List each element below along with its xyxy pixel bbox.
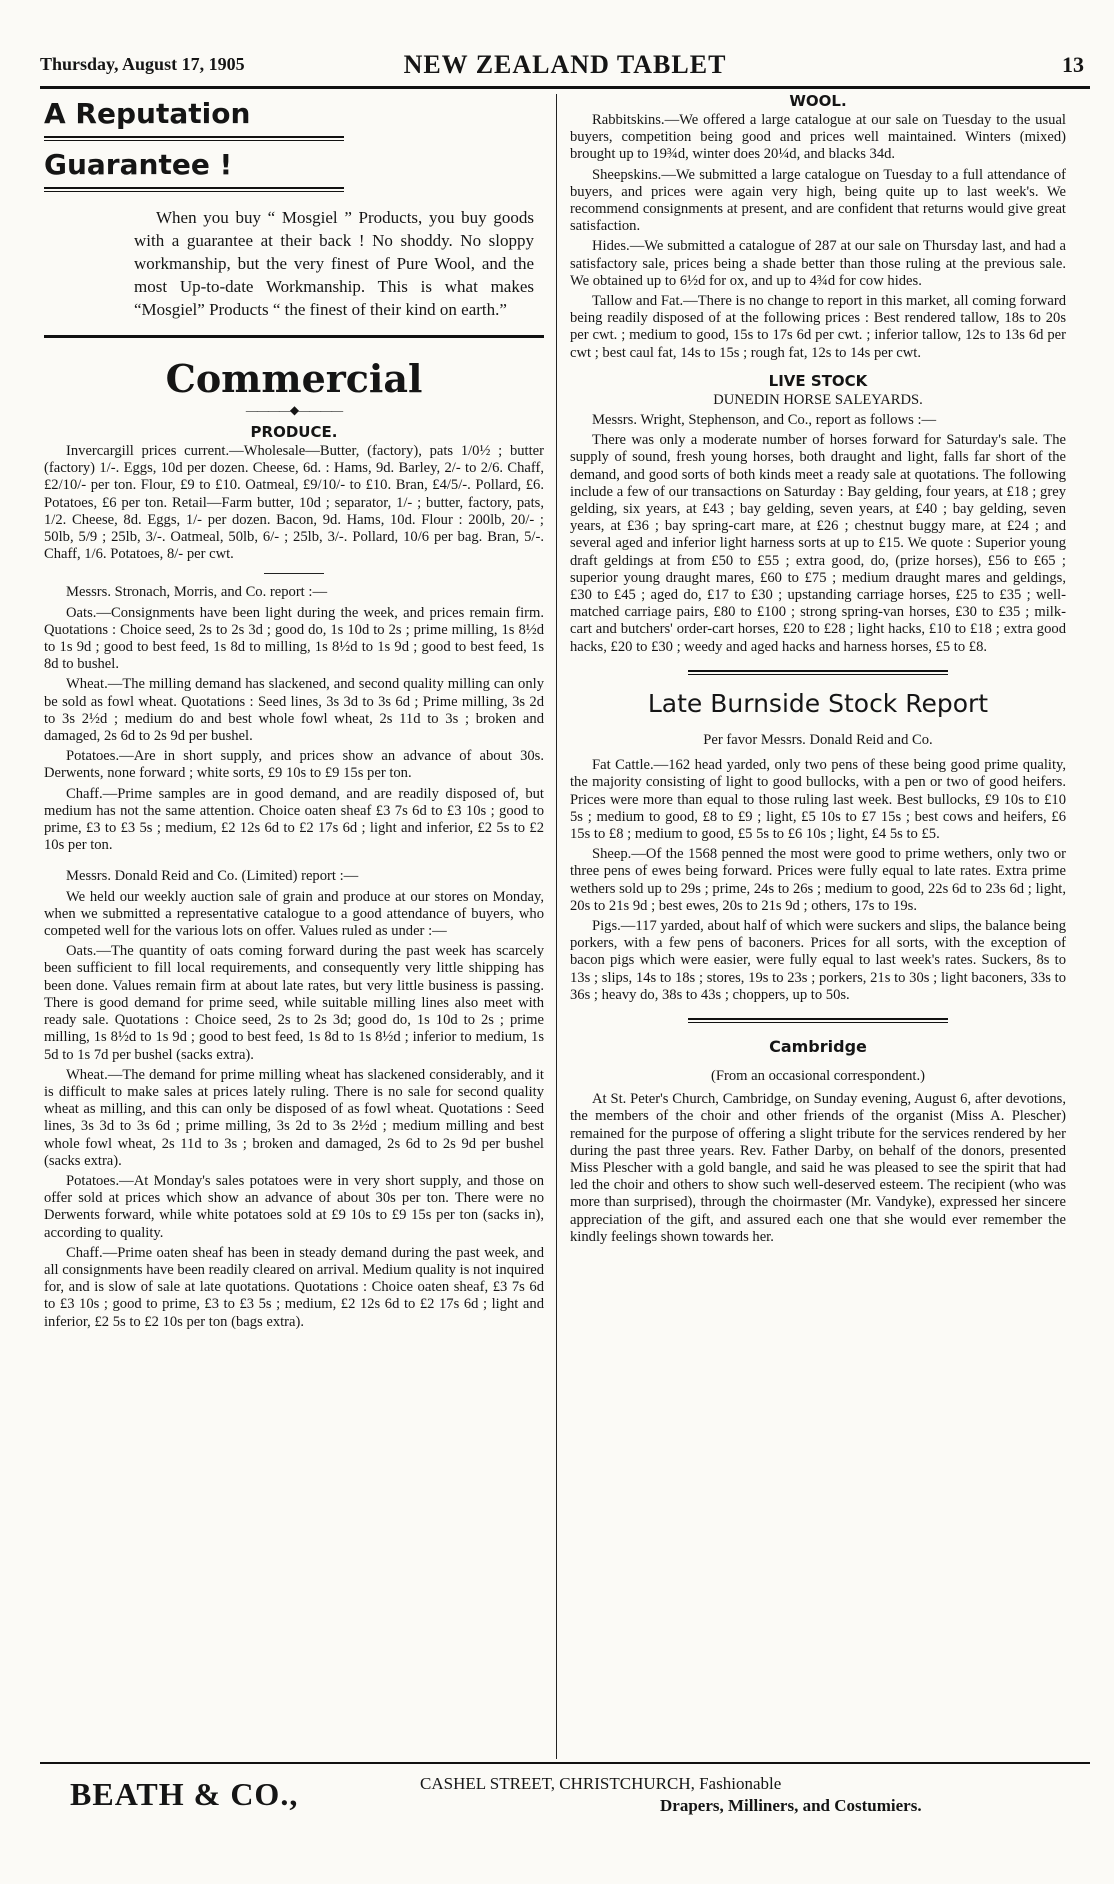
reid-potatoes: Potatoes.—At Monday's sales potatoes were in very short supply, and those on offer sold at prices which show an advance of about 30s per ton. There were no Derwents forward, while white potatoes sold at £9 10s to £9 15s per ton (sacks in), according to quality. <box>44 1172 544 1241</box>
produce-heading: PRODUCE. <box>250 423 338 441</box>
ad-rule <box>44 187 344 192</box>
reid-chaff: Chaff.—Prime oaten sheaf has been in steady demand during the past week, and all consignments have been readily cleared on arrival. Medium quality is not inquired for, and is slow of sale at late quotations. Quotations : Choice oaten sheaf, £3 7s 6d to £3 10s ; good to prime, £3 to £3 5s ; medium, £2 12s 6d to £2 17s 6d ; light and inferior, £2 5s to £2 10s per ton (bags extra). <box>44 1244 544 1330</box>
left-column <box>44 92 544 1334</box>
beath-address-line1: CASHEL STREET, CHRISTCHURCH, Fashionable <box>420 1774 782 1793</box>
ad-title-reputation: A Reputation <box>44 97 251 130</box>
wool-tallow: Tallow and Fat.—There is no change to report in this market, all coming forward being readily disposed of at the following prices : Best rendered tallow, 18s to 20s per cwt. ; medium to good, 15s to 17s 6d per cwt. ; inferior tallow, 12s to 13s 6d per cwt ; best caul fat, 14s to 15s ; rough fat, 12s to 14s per cwt. <box>570 293 1066 361</box>
burnside-subheading: Per favor Messrs. Donald Reid and Co. <box>703 731 933 748</box>
wool-heading: WOOL. <box>789 92 847 110</box>
beath-brand: BEATH & CO., <box>70 1776 299 1812</box>
newspaper-title: NEW ZEALAND TABLET <box>403 50 727 79</box>
burnside-section <box>570 689 1066 1004</box>
burnside-cattle: Fat Cattle.—162 head yarded, only two pens of these being good prime quality, the majority consisting of light to good bullocks, with a pen or two of good heifers. Prices were more than equal to those ruling last week. Best bullocks, £9 10s to £10 5s ; medium to good, £8 to £9 ; light, £5 10s to £7 15s ; best cows and heifers, £6 15s to £8 ; medium to good, £5 5s to £6 10s ; light, £4 5s to £5. <box>570 757 1066 842</box>
short-rule <box>264 573 324 574</box>
section-rule <box>688 670 948 675</box>
right-column <box>570 92 1066 1249</box>
beath-address-line2: Drapers, Milliners, and Costumiers. <box>660 1796 922 1815</box>
stronach-heading: Messrs. Stronach, Morris, and Co. report :— <box>66 584 328 601</box>
invercargill-prices: Invercargill prices current.—Wholesale—Butter, (factory), pats 1/0½ ; butter (factory) 1/-. Eggs, 10d per dozen. Cheese, 6d. : Hams, 9d. Barley, 2/- to 2/6. Chaff, £2/10/- per ton. Flour, £9 to £10. Oatmeal, £9/10/- to £10. Bran, £4/5/-. Pollard, £6. Potatoes, £6 per ton. Retail—Farm butter, 10d ; separator, 1/- ; butter, factory, pats, 1/2. Cheese, 8d. Eggs, 1/- per dozen. Bacon, 9d. Hams, 10d. Flour : 200lb, 20/- ; 50lb, 5/9 ; 25lb, 3/-. Oatmeal, 50lb, 6/- ; 25lb, 3/-. Pollard, 10/6 per bag. Bran, 5/-. Chaff, 1/6. Potatoes, 8/- per cwt. <box>44 443 544 563</box>
cambridge-subheading: (From an occasional correspondent.) <box>711 1067 925 1084</box>
reid-oats: Oats.—The quantity of oats coming forward during the past week has scarcely been sufficient to fill local requirements, and consequently very little shipping has been done. Values remain firm at about late rates, but very little business is passing. There is good demand for prime seed, while suitable milling lines also meet with ready sale. Quotations : Choice seed, 2s to 2s 3d; good do, 1s 10d to 2s ; prime milling, 1s 8½d to 1s 9d ; good to best feed, 1s 8d to 1s 8½d ; inferior to medium, 1s 5d to 1s 7d per bushel (sacks extra). <box>44 943 544 1063</box>
cambridge-body: At St. Peter's Church, Cambridge, on Sunday evening, August 6, after devotions, the members of the choir and other friends of the organist (Miss A. Plescher) remained for the purpose of offering a slight tribute for the services rendered by her during the past three years. Rev. Father Darby, on behalf of the donors, presented Miss Plescher with a gold bangle, and said he was pleased to see the spirit that had led the choir and others to show such well-deserved esteem. The recipient (who was more than surprised), through the choirmaster (Mr. Vandyke), expressed her sincere appreciation of the gift, and assured each one that she would ever remember the kindly feelings shown towards her. <box>570 1091 1066 1245</box>
ad-body <box>134 206 534 321</box>
page-number: 13 <box>1062 52 1084 77</box>
reid-wheat: Wheat.—The demand for prime milling wheat has slackened considerably, and it is difficult to make sales at prices lately ruling. There is no sale for second quality wheat as milling, and this can only be disposed of as fowl wheat. Quotations : Seed lines, 3s 3d to 3s 6d ; prime milling, 3s 2d to 3s 2½d ; medium milling and best whole fowl wheat, 2s 11d to 3s ; broken and damaged, 2s 6d to 2s 9d per bushel (sacks extra). <box>44 1066 544 1169</box>
burnside-heading: Late Burnside Stock Report <box>647 688 989 718</box>
mosgiel-advertisement <box>44 96 544 338</box>
commercial-section <box>44 356 544 1331</box>
saleyards-heading: DUNEDIN HORSE SALEYARDS. <box>713 391 923 408</box>
footer-rule <box>40 1762 1090 1764</box>
cambridge-heading: Cambridge <box>769 1036 867 1056</box>
section-rule <box>688 1018 948 1023</box>
section-rule <box>44 335 544 338</box>
stronach-chaff: Chaff.—Prime samples are in good demand, and are readily disposed of, but medium has not the same attention. Choice oaten sheaf £3 7s 6d to £3 10s ; good to prime, £3 to £3 5s ; medium, £2 12s 6d to £2 17s 6d ; light and inferior, £2 5s to £2 10s per ton. <box>44 785 544 854</box>
wool-hides: Hides.—We submitted a catalogue of 287 at our sale on Thursday last, and had a satisfactory sale, prices being a shade better than those ruling at the previous sale. We obtained up to 6½d for ox, and up to 4¾d for cow hides. <box>570 238 1066 289</box>
ad-title-guarantee: Guarantee ! <box>44 148 233 181</box>
livestock-heading: LIVE STOCK <box>768 371 868 390</box>
livestock-section <box>570 372 1066 656</box>
stronach-potatoes: Potatoes.—Are in short supply, and prices show an advance of about 30s. Derwents, none forward ; white sorts, £9 10s to £9 15s per ton. <box>44 748 544 782</box>
issue-date: Thursday, August 17, 1905 <box>40 54 245 74</box>
reid-intro: We held our weekly auction sale of grain and produce at our stores on Monday, when we submitted a representative catalogue to a good attendance of buyers, who competed well for the various lots on offer. Values ruled as under :— <box>44 888 544 940</box>
beath-advertisement <box>60 1772 1080 1832</box>
wool-rabbitskins: Rabbitskins.—We offered a large catalogue at our sale on Tuesday to the usual buyers, competition being good and prices well maintained. Winters (mixed) brought up to 19¾d, winter does 20¼d, and blacks 34d. <box>570 112 1066 163</box>
reid-heading: Messrs. Donald Reid and Co. (Limited) report :— <box>66 868 359 885</box>
stronach-wheat: Wheat.—The milling demand has slackened, and second quality milling can only be sold as fowl wheat. Quotations : Seed lines, 3s 3d to 3s 6d ; Prime milling, 3s 2d to 3s 2½d ; medium do and best whole fowl wheat, 2s 11d to 3s ; broken and damaged, 2s 6d to 2s 9d per bushel. <box>44 676 544 745</box>
commercial-heading: Commercial <box>165 356 423 401</box>
livestock-intro: Messrs. Wright, Stephenson, and Co., report as follows :— <box>592 412 937 429</box>
ad-body-text: When you buy “ Mosgiel ” Products, you buy goods with a guarantee at their back ! No shoddy. No sloppy workmanship, but the very finest of Pure Wool, and the most Up-to-date Workmanship. This is what makes “Mosgiel” Products “ the finest of their kind on earth.” <box>134 208 534 319</box>
burnside-pigs: Pigs.—117 yarded, about half of which were suckers and slips, the balance being porkers, with a few pens of baconers. Prices for all sorts, with the exception of bacon pigs which were easier, were fully equal to last week's rates. Suckers, 8s to 13s ; slips, 14s to 18s ; stores, 19s to 23s ; porkers, 21s to 30s ; light baconers, 33s to 36s ; heavy do, 38s to 43s ; choppers, up to 50s. <box>570 917 1066 1003</box>
livestock-report: There was only a moderate number of horses forward for Saturday's sale. The supply of sound, fresh young horses, both draught and light, falls far short of the demand, and good sorts of both kinds meet a ready sale at quotations. The following include a few of our transactions on Saturday : Bay gelding, four years, at £18 ; grey gelding, six years, at £43 ; bay gelding, seven years, at £40 ; bay gelding, seven years, at £36 ; bay spring-cart mare, at £26 ; chestnut buggy mare, at £24 ; and several aged and inferior light harness sorts at up to £15. We quote : Superior young draft geldings at from £50 to £55 ; extra good, do, (prize horses), £56 to £65 ; superior young draught mares, £60 to £75 ; medium draught mares and geldings, £30 to £45 ; aged do, £17 to £30 ; upstanding carriage horses, £25 to £35 ; well-matched carriage pairs, £80 to £100 ; strong spring-van horses, £30 to £35 ; milk-cart and butchers' order-cart horses, £20 to £28 ; light hacks, £10 to £18 ; extra good hacks, £20 to £30 ; weedy and aged hacks and harness horses, £5 to £8. <box>570 432 1066 655</box>
column-divider <box>556 94 557 1759</box>
masthead <box>40 50 1090 89</box>
ad-rule <box>44 136 344 141</box>
wool-section <box>570 92 1066 362</box>
diamond-ornament: ————◆———— <box>245 403 343 417</box>
stronach-oats: Oats.—Consignments have been light during the week, and prices remain firm. Quotations : Choice seed, 2s to 2s 3d ; good do, 1s 10d to 2s ; prime milling, 1s 8½d to 1s 9d ; good to best feed, 1s 8d to milling, 1s 8½d to 1s 9d ; good to best feed, 1s 8d to bushel. <box>44 604 544 673</box>
burnside-sheep: Sheep.—Of the 1568 penned the most were good to prime wethers, only two or three pens of ewes being forward. Prices were fully equal to late rates. Extra prime wethers sold up to 29s ; prime, 24s to 26s ; medium to good, 22s 6d to 23s 6d ; light, 20s to 21s 9d ; best ewes, 20s to 21s 9d ; others, 17s to 19s. <box>570 846 1066 914</box>
wool-sheepskins: Sheepskins.—We submitted a large catalogue on Tuesday to a full attendance of buyers, and prices were again very high, being quite up to last week's. We recommend consignments at present, and are confident that returns would give great satisfaction. <box>570 166 1066 235</box>
cambridge-section <box>570 1037 1066 1246</box>
